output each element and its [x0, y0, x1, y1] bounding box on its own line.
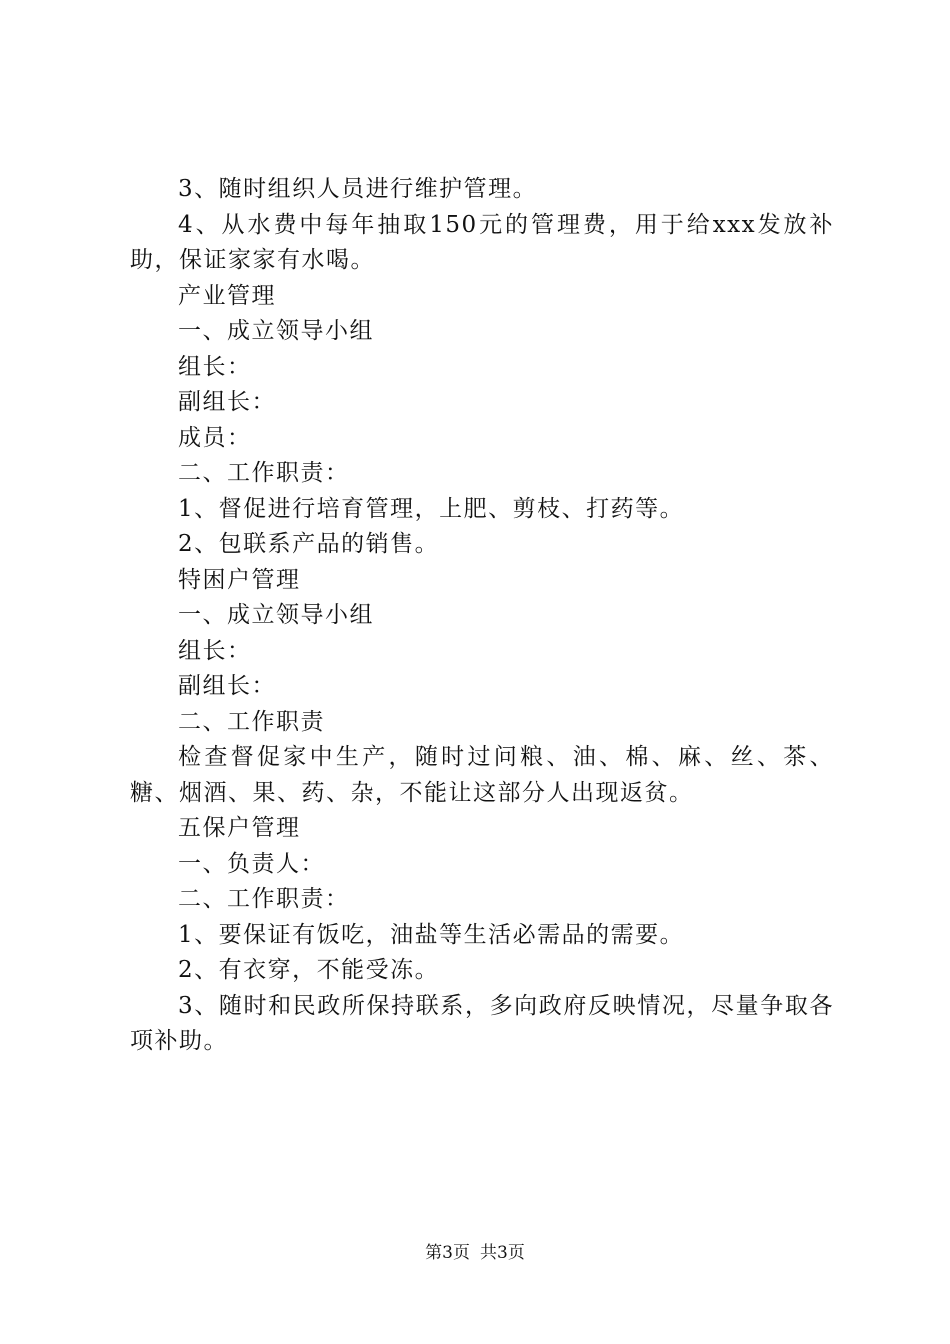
page-number-current: 第3页	[425, 1243, 470, 1263]
document-body	[130, 172, 834, 1060]
paragraph: 副组长：	[178, 673, 276, 699]
paragraph: 成员：	[178, 424, 252, 451]
paragraph: 2、包联系产品的销售。	[178, 531, 440, 557]
paragraph: 2、有衣穿，不能受冻。	[178, 957, 440, 983]
paragraph: 3、随时组织人员进行维护管理。	[178, 176, 538, 202]
paragraph: 1、要保证有饭吃，油盐等生活必需品的需要。	[178, 921, 685, 948]
paragraph: 一、成立领导小组	[178, 318, 374, 344]
paragraph: 组长：	[178, 353, 252, 380]
paragraph: 一、成立领导小组	[178, 602, 374, 628]
paragraph: 3、随时和民政所保持联系，多向政府反映情况，尽量争取各项补助。	[130, 992, 834, 1054]
section-heading: 产业管理	[178, 282, 276, 309]
paragraph: 4、从水费中每年抽取150元的管理费，用于给xxx发放补助，保证家家有水喝。	[130, 211, 834, 273]
paragraph: 副组长：	[178, 389, 276, 415]
paragraph: 二、工作职责：	[178, 886, 350, 912]
page-footer	[0, 1241, 950, 1265]
paragraph: 组长：	[178, 637, 252, 664]
section-heading: 五保户管理	[178, 815, 301, 841]
paragraph: 二、工作职责	[178, 708, 325, 735]
paragraph: 1、督促进行培育管理，上肥、剪枝、打药等。	[178, 495, 685, 522]
page-number-total: 共3页	[480, 1243, 525, 1263]
section-heading: 特困户管理	[178, 566, 301, 593]
paragraph: 一、负责人：	[178, 850, 325, 877]
paragraph: 二、工作职责：	[178, 460, 350, 486]
paragraph: 检查督促家中生产，随时过问粮、油、棉、麻、丝、茶、糖、烟酒、果、药、杂，不能让这部分人出现返贫。	[130, 744, 834, 806]
